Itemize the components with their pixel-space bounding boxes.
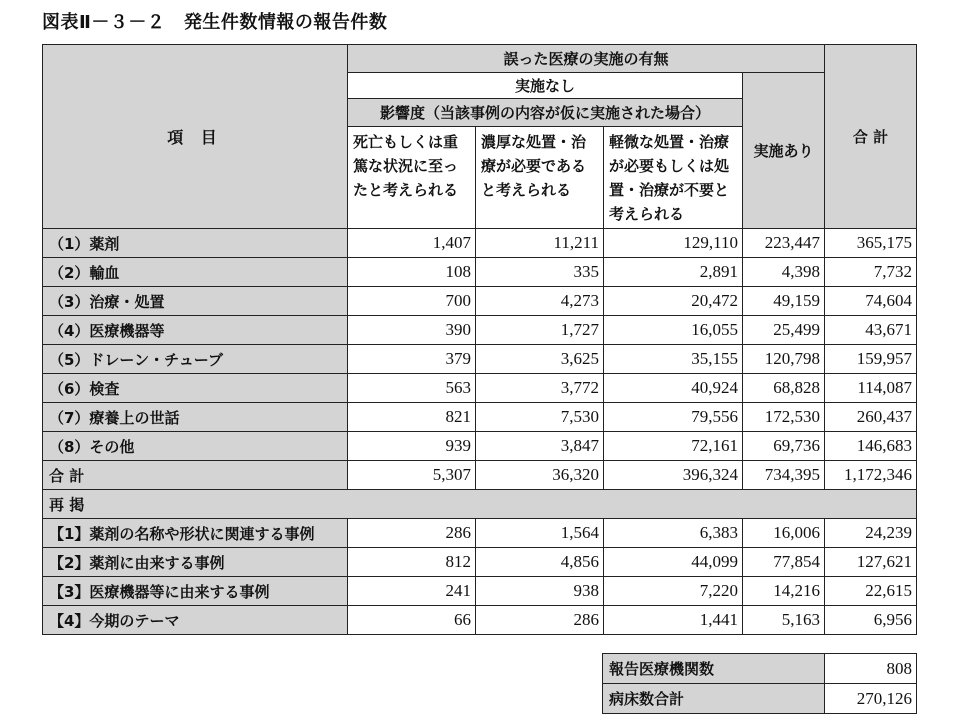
header-col-minor: 軽微な処置・治療が必要もしくは処置・治療が不要と考えられる — [604, 127, 743, 229]
summary-row — [603, 654, 917, 684]
row-value: 49,159 — [743, 287, 825, 316]
row-label: 【3】医療機器等に由来する事例 — [43, 577, 348, 606]
row-value: 129,110 — [604, 229, 743, 258]
repost-row — [43, 519, 917, 548]
row-value: 127,621 — [825, 548, 917, 577]
row-value: 390 — [348, 316, 476, 345]
row-value: 938 — [476, 577, 604, 606]
row-value: 44,099 — [604, 548, 743, 577]
row-label: （4）医療機器等 — [43, 316, 348, 345]
header-not-performed: 実施なし — [348, 73, 743, 99]
table-row — [43, 374, 917, 403]
row-value: 120,798 — [743, 345, 825, 374]
summary-value: 808 — [825, 654, 917, 684]
row-label: 【1】薬剤の名称や形状に関連する事例 — [43, 519, 348, 548]
row-value: 365,175 — [825, 229, 917, 258]
row-label: （2）輸血 — [43, 258, 348, 287]
table-row — [43, 432, 917, 461]
repost-label: 再 掲 — [43, 490, 917, 519]
row-value: 223,447 — [743, 229, 825, 258]
row-value: 335 — [476, 258, 604, 287]
row-value: 3,772 — [476, 374, 604, 403]
row-value: 25,499 — [743, 316, 825, 345]
row-value: 159,957 — [825, 345, 917, 374]
row-value: 16,006 — [743, 519, 825, 548]
row-label: （8）その他 — [43, 432, 348, 461]
row-value: 114,087 — [825, 374, 917, 403]
row-value: 939 — [348, 432, 476, 461]
row-value: 7,220 — [604, 577, 743, 606]
row-value: 108 — [348, 258, 476, 287]
row-label: （7）療養上の世話 — [43, 403, 348, 432]
row-value: 286 — [476, 606, 604, 635]
row-value: 79,556 — [604, 403, 743, 432]
figure-title: 図表Ⅱ－３－２ 発生件数情報の報告件数 — [42, 12, 388, 33]
row-value: 396,324 — [604, 461, 743, 490]
table-row — [43, 287, 917, 316]
row-value: 77,854 — [743, 548, 825, 577]
row-value: 22,615 — [825, 577, 917, 606]
row-value: 14,216 — [743, 577, 825, 606]
repost-row — [43, 548, 917, 577]
summary-label: 病床数合計 — [603, 684, 825, 714]
row-value: 24,239 — [825, 519, 917, 548]
row-value: 68,828 — [743, 374, 825, 403]
table-row — [43, 258, 917, 287]
row-value: 1,564 — [476, 519, 604, 548]
repost-row — [43, 577, 917, 606]
row-value: 260,437 — [825, 403, 917, 432]
row-value: 7,732 — [825, 258, 917, 287]
row-value: 3,625 — [476, 345, 604, 374]
row-value: 286 — [348, 519, 476, 548]
report-count-table — [42, 44, 917, 635]
row-value: 5,307 — [348, 461, 476, 490]
row-value: 11,211 — [476, 229, 604, 258]
row-value: 16,055 — [604, 316, 743, 345]
total-row — [43, 461, 917, 490]
repost-row — [43, 606, 917, 635]
row-value: 1,172,346 — [825, 461, 917, 490]
row-value: 20,472 — [604, 287, 743, 316]
table-row — [43, 316, 917, 345]
header-col-intensive: 濃厚な処置・治療が必要であると考えられる — [476, 127, 604, 229]
row-label: 合 計 — [43, 461, 348, 490]
row-value: 6,383 — [604, 519, 743, 548]
row-value: 734,395 — [743, 461, 825, 490]
row-value: 43,671 — [825, 316, 917, 345]
header-impact: 影響度（当該事例の内容が仮に実施された場合） — [348, 99, 743, 127]
row-value: 379 — [348, 345, 476, 374]
row-value: 6,956 — [825, 606, 917, 635]
row-value: 563 — [348, 374, 476, 403]
summary-table — [602, 653, 917, 714]
table-row — [43, 345, 917, 374]
row-value: 241 — [348, 577, 476, 606]
row-label: 【4】今期のテーマ — [43, 606, 348, 635]
summary-label: 報告医療機関数 — [603, 654, 825, 684]
header-col-severe: 死亡もしくは重篤な状況に至ったと考えられる — [348, 127, 476, 229]
row-label: （6）検査 — [43, 374, 348, 403]
row-value: 146,683 — [825, 432, 917, 461]
row-value: 1,441 — [604, 606, 743, 635]
header-group: 誤った医療の実施の有無 — [348, 45, 825, 73]
row-value: 4,273 — [476, 287, 604, 316]
row-value: 4,856 — [476, 548, 604, 577]
row-value: 36,320 — [476, 461, 604, 490]
header-item: 項 目 — [43, 45, 348, 229]
row-value: 40,924 — [604, 374, 743, 403]
row-value: 66 — [348, 606, 476, 635]
row-value: 69,736 — [743, 432, 825, 461]
summary-value: 270,126 — [825, 684, 917, 714]
row-value: 35,155 — [604, 345, 743, 374]
row-label: （5）ドレーン・チューブ — [43, 345, 348, 374]
row-value: 7,530 — [476, 403, 604, 432]
header-total: 合 計 — [825, 45, 917, 229]
row-label: （1）薬剤 — [43, 229, 348, 258]
row-value: 74,604 — [825, 287, 917, 316]
row-value: 1,727 — [476, 316, 604, 345]
table-row — [43, 229, 917, 258]
row-value: 821 — [348, 403, 476, 432]
header-performed: 実施あり — [743, 73, 825, 229]
row-value: 172,530 — [743, 403, 825, 432]
row-value: 1,407 — [348, 229, 476, 258]
row-value: 812 — [348, 548, 476, 577]
row-value: 700 — [348, 287, 476, 316]
row-value: 5,163 — [743, 606, 825, 635]
repost-section-row — [43, 490, 917, 519]
row-value: 4,398 — [743, 258, 825, 287]
row-label: （3）治療・処置 — [43, 287, 348, 316]
row-value: 2,891 — [604, 258, 743, 287]
row-value: 3,847 — [476, 432, 604, 461]
summary-row — [603, 684, 917, 714]
table-row — [43, 403, 917, 432]
row-label: 【2】薬剤に由来する事例 — [43, 548, 348, 577]
row-value: 72,161 — [604, 432, 743, 461]
